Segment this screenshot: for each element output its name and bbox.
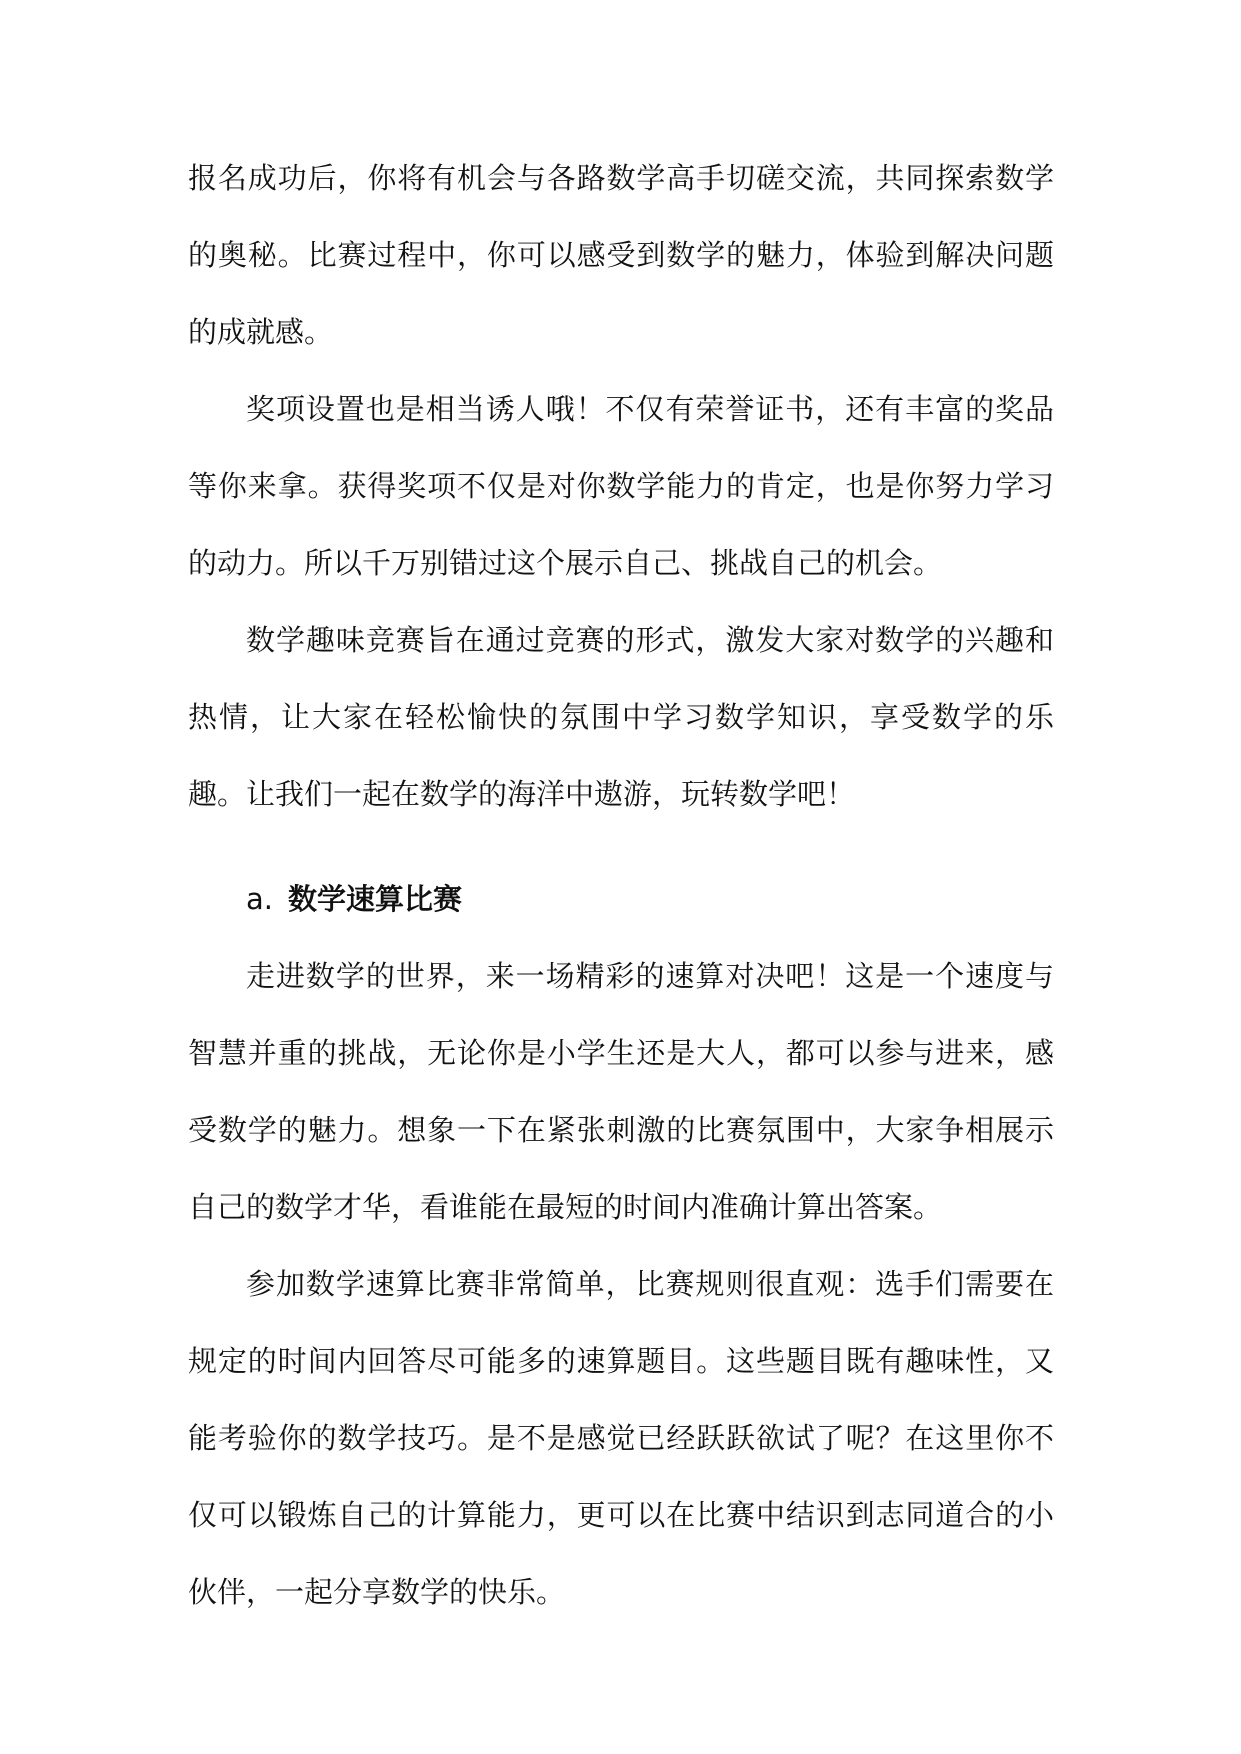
paragraph-speed-rules: 参加数学速算比赛非常简单，比赛规则很直观：选手们需要在规定的时间内回答尽可能多的速算题目。这些题目既有趣味性，又能考验你的数学技巧。是不是感觉已经跃跃欲试了呢？在这里你不仅可以锻炼自己的计算能力，更可以在比赛中结识到志同道合的小伙伴，一起分享数学的快乐。 xyxy=(188,1267,1054,1609)
section-title: 数学速算比赛 xyxy=(288,882,463,916)
paragraph-intro-continuation: 报名成功后，你将有机会与各路数学高手切磋交流，共同探索数学的奥秘。比赛过程中，你可以感受到数学的魅力，体验到解决问题的成就感。 xyxy=(188,161,1054,349)
section-heading xyxy=(188,861,1054,938)
paragraph-speed-intro: 走进数学的世界，来一场精彩的速算对决吧！这是一个速度与智慧并重的挑战，无论你是小学生还是大人，都可以参与进来，感受数学的魅力。想象一下在紧张刺激的比赛氛围中，大家争相展示自己的数学才华，看谁能在最短的时间内准确计算出答案。 xyxy=(188,959,1054,1224)
paragraph-awards: 奖项设置也是相当诱人哦！不仅有荣誉证书，还有丰富的奖品等你来拿。获得奖项不仅是对你数学能力的肯定，也是你努力学习的动力。所以千万别错过这个展示自己、挑战自己的机会。 xyxy=(188,392,1054,580)
section-marker: a. xyxy=(246,882,273,916)
document-body xyxy=(188,140,1054,1631)
paragraph-purpose: 数学趣味竞赛旨在通过竞赛的形式，激发大家对数学的兴趣和热情，让大家在轻松愉快的氛围中学习数学知识，享受数学的乐趣。让我们一起在数学的海洋中遨游，玩转数学吧！ xyxy=(188,623,1054,811)
